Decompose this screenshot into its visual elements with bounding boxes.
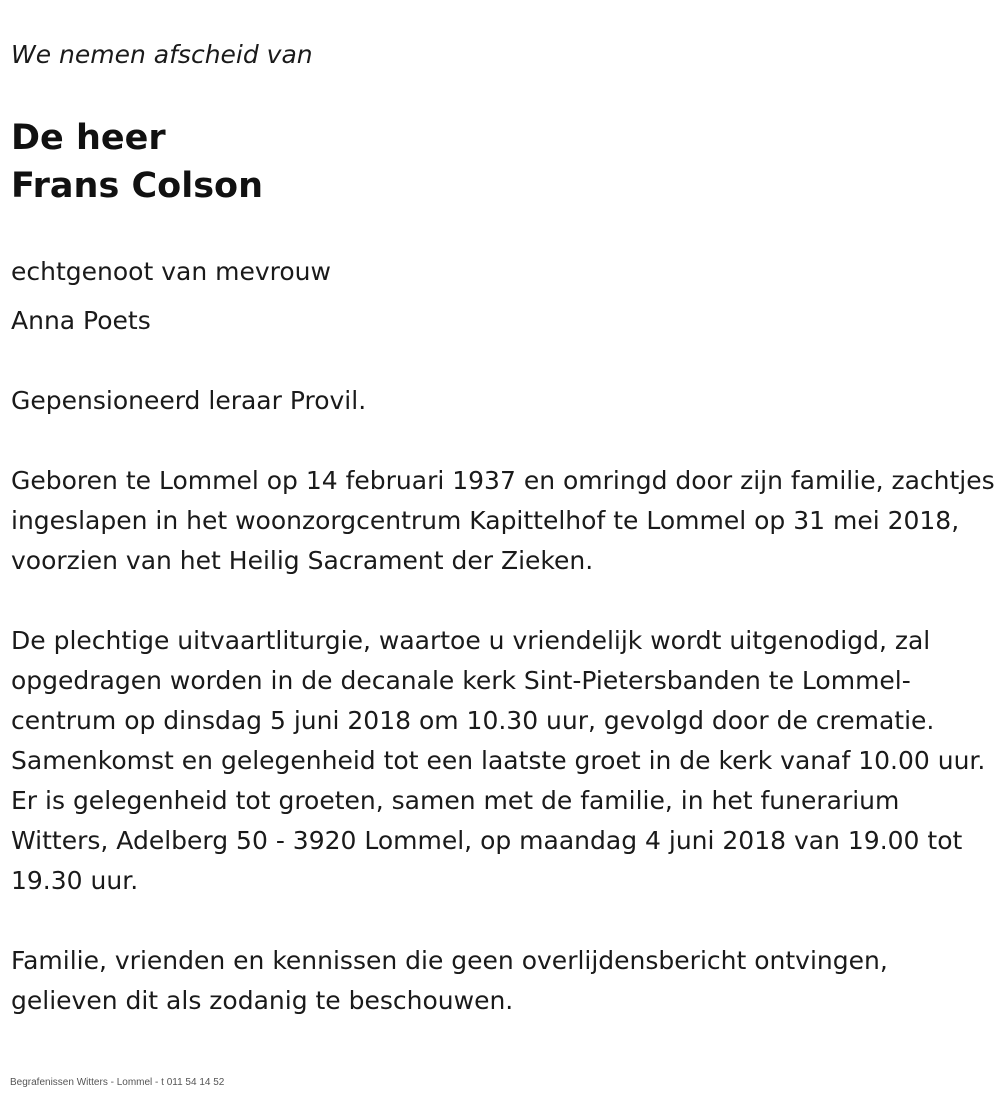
funeral-home-footer: Begrafenissen Witters - Lommel - t 011 54 14 52: [10, 1077, 225, 1088]
name-title: De heer: [11, 118, 166, 158]
occupation-text: Gepensioneerd leraar Provil.: [11, 386, 367, 415]
birth-death-paragraph: Geboren te Lommel op 14 februari 1937 en omringd door zijn familie, zachtjes ingeslapen in het woonzorgcentrum Kapittelhof te Lommel op 31 mei 2018, voorzien van het Heilig Sacrament der Zieken.: [11, 466, 995, 575]
deceased-name: [11, 114, 263, 210]
funeral-ceremony-paragraph: De plechtige uitvaartliturgie, waartoe u vriendelijk wordt uitgenodigd, zal opgedragen worden in de decanale kerk Sint-Pietersbanden te Lommel-centrum op dinsdag 5 juni 2018 om 10.30 uur, gevolgd door de crematie. Samenkomst en gelegenheid tot een laatste groet in de kerk vanaf 10.00 uur. Er is gelegenheid tot groeten, samen met de familie, in het funerarium Witters, Adelberg 50 - 3920 Lommel, op maandag 4 juni 2018 van 19.00 tot 19.30 uur.: [11, 626, 986, 895]
intro-text: We nemen afscheid van: [11, 40, 313, 69]
notice-paragraph: Familie, vrienden en kennissen die geen overlijdensbericht ontvingen, gelieven dit als zodanig te beschouwen.: [11, 946, 888, 1015]
spouse-label: echtgenoot van mevrouw: [11, 257, 331, 286]
spouse-name: Anna Poets: [11, 306, 151, 335]
name-full: Frans Colson: [11, 166, 264, 206]
